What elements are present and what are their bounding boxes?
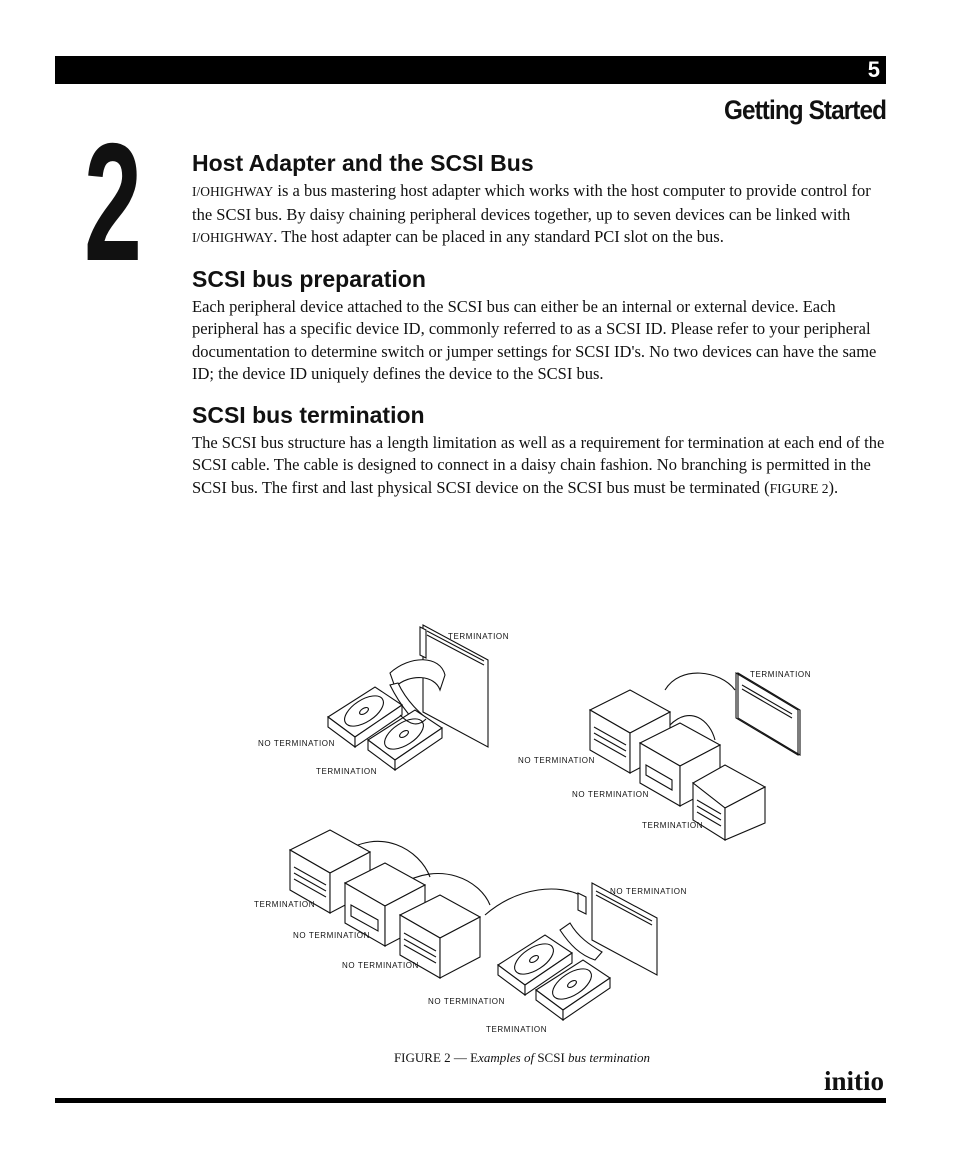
label-termination: TERMINATION: [642, 821, 704, 830]
label-termination: TERMINATION: [750, 670, 812, 679]
section-body: [192, 432, 892, 501]
diagram-external-devices: [518, 670, 811, 840]
caption-text: xamples of: [478, 1050, 538, 1065]
diagram-internal-drives: [258, 625, 509, 776]
chapter-number: 2: [84, 108, 140, 296]
chapter-title: Getting Started: [723, 95, 886, 125]
diagram-mixed-devices: [254, 830, 687, 1034]
body-text: . The host adapter can be placed in any standard PCI slot on the bus.: [273, 227, 724, 246]
main-content: [192, 148, 892, 500]
brand-logo: initio: [823, 1066, 884, 1096]
label-no-termination: NO TERMINATION: [258, 739, 335, 748]
footer-rule: [55, 1098, 886, 1103]
section-body: Each peripheral device attached to the SCSI bus can either be an internal or external device. Each peripheral has a specific device ID, commonly referred to as a SCSI ID. Please refer to your peripheral documentation to determine switch or jumper settings for SCSI ID's. No two devices can have the same ID; the device ID uniquely defines the device to the SCSI bus.: [192, 296, 877, 383]
header-bar: [55, 56, 886, 84]
label-termination: TERMINATION: [486, 1025, 548, 1034]
body-text: The SCSI bus structure has a length limitation as well as a requirement for termination at each end of the SCSI cable. The cable is designed to connect in a daisy chain fashion. No branching is permitted in the SCSI bus. The first and last physical SCSI device on the SCSI bus must be terminated (: [192, 432, 885, 497]
label-termination: TERMINATION: [254, 900, 316, 909]
figure-caption: [0, 1050, 954, 1066]
label-no-termination: NO TERMINATION: [293, 931, 370, 940]
label-no-termination: NO TERMINATION: [610, 887, 687, 896]
section-heading: SCSI bus termination: [192, 401, 425, 428]
product-name: I/OHIGHWAY: [192, 230, 274, 245]
figure-reference: FIGURE 2: [769, 480, 829, 496]
caption-text: E: [470, 1050, 479, 1065]
termination-figure: [240, 615, 812, 1045]
label-no-termination: NO TERMINATION: [342, 961, 419, 970]
section-bus-preparation: [192, 264, 892, 386]
label-no-termination: NO TERMINATION: [518, 756, 595, 765]
caption-text: bus termination: [564, 1050, 651, 1065]
body-text: ).: [828, 477, 839, 497]
product-name: I/OHIGHWAY: [192, 184, 274, 199]
body-text: is a bus mastering host adapter which works with the host computer to provide control for the SCSI bus. By daisy chaining peripheral devices together, up to seven devices can be linked with: [192, 181, 871, 224]
label-no-termination: NO TERMINATION: [572, 790, 649, 799]
section-bus-termination: [192, 400, 892, 501]
section-body: [192, 180, 892, 250]
section-host-adapter: [192, 148, 892, 250]
label-no-termination: NO TERMINATION: [428, 997, 505, 1006]
label-termination: TERMINATION: [316, 767, 378, 776]
page-number: 5: [867, 57, 880, 82]
section-heading: Host Adapter and the SCSI Bus: [192, 150, 534, 176]
caption-text: SCSI: [537, 1050, 565, 1065]
caption-prefix: FIGURE 2 —: [393, 1050, 471, 1065]
label-termination: TERMINATION: [448, 632, 510, 641]
section-heading: SCSI bus preparation: [192, 265, 426, 292]
